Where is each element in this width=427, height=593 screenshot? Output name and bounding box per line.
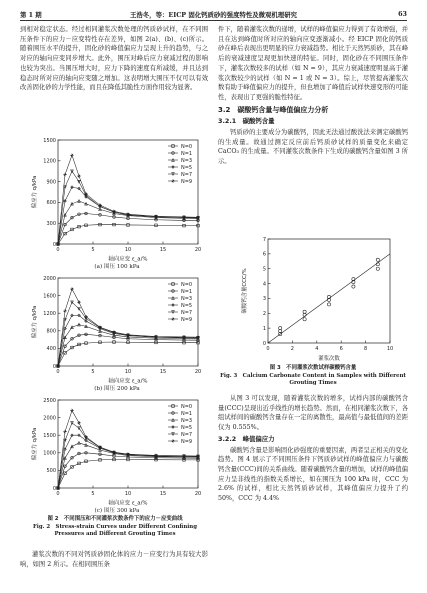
x-tick-label: 20 xyxy=(194,491,202,497)
y-tick-label: 900 xyxy=(46,179,56,186)
paragraph: 到相对稳定状态。经过相同灌浆次数处理的钙质砂试样，在不同围压条件下的应力－应变特性存在差异，如图 2(a)、(b)、(c)所示。随着围压水平的提升，固化砂的峰值偏应力呈现上升的趋势，与之对应的轴向应变同步增大。此外，围压对峰后应力衰减过程的影响也较为突出。当围压增大时，应力下降的速度有所减缓，并且达到稳态时所对应的轴向应变随之增加。这表明增大围压不仅可以有效改善固化砂的力学性能，而且在降低其脆性方面作用较为显著。 xyxy=(20,26,208,92)
legend-label: N=7 xyxy=(181,171,193,178)
right-column-top xyxy=(218,25,408,167)
x-tick-label: 8 xyxy=(364,346,368,352)
y-tick-label: 3 xyxy=(262,296,266,303)
x-tick-label: 20 xyxy=(194,369,202,375)
series-line xyxy=(58,443,198,488)
y-tick-label: 2 xyxy=(262,311,266,318)
y-tick-label: 800 xyxy=(46,328,56,335)
panel-caption-a: (a) 围压 100 kPa xyxy=(94,264,140,270)
legend-label: N=7 xyxy=(181,309,193,316)
y-tick-label: 0 xyxy=(52,485,56,492)
y-axis-label: 偏应力 q/kPa xyxy=(32,305,38,339)
fig2-caption-number: 图 2 xyxy=(47,516,59,522)
y-tick-label: 1600 xyxy=(43,293,56,300)
x-axis-label: 轴向应变 ε_a/% xyxy=(108,378,148,384)
data-point xyxy=(376,258,379,261)
data-point xyxy=(71,409,74,412)
page-number: 63 xyxy=(398,10,407,18)
y-tick-label: 300 xyxy=(46,221,56,227)
legend-label: N=1 xyxy=(181,150,193,157)
data-point xyxy=(172,440,175,443)
data-point xyxy=(71,154,74,157)
issue-number: 第 1 期 xyxy=(20,10,42,19)
data-point xyxy=(64,310,67,313)
fig2-caption-en-number: Fig. 2 xyxy=(32,523,51,530)
data-point xyxy=(71,288,74,291)
legend-label: N=1 xyxy=(181,410,193,417)
y-tick-label: 1500 xyxy=(43,433,56,439)
x-tick-label: 10 xyxy=(386,346,394,352)
running-title: 王浩冬，等：EICP 固化钙质砂的强度特性及微观机理研究 xyxy=(130,10,297,19)
subsection-heading: 3.2.2 峰值偏应力 xyxy=(218,434,275,443)
x-axis-label: 轴向应变 ε_a/% xyxy=(108,500,148,506)
x-axis-label: 灌浆次数 xyxy=(318,356,340,362)
data-point xyxy=(352,285,355,288)
x-tick-label: 0 xyxy=(56,247,60,253)
fig3-caption-cn: 不同灌浆次数试样碳酸钙含量 xyxy=(286,365,357,371)
subsection-heading: 3.2.1 碳酸钙含量 xyxy=(218,117,275,126)
legend-label: N=1 xyxy=(181,288,193,295)
fig3-caption-en-number: Fig. 3 xyxy=(220,372,238,379)
y-axis-label: 偏应力 q/kPa xyxy=(32,175,38,209)
legend-label: N=0 xyxy=(181,143,193,150)
x-axis-label: 轴向应变 ε_a/% xyxy=(108,256,148,262)
y-axis-label: 碳酸钙含量CCC/% xyxy=(242,268,248,314)
x-tick-label: 5 xyxy=(91,247,95,253)
y-tick-label: 2000 xyxy=(43,275,56,282)
fig3-caption-en: Calcium Carbonate Content in Samples with Different Grouting Times xyxy=(242,372,406,387)
y-tick-label: 1000 xyxy=(43,450,56,457)
data-point xyxy=(172,318,175,321)
chart-fig2a xyxy=(28,134,206,262)
data-point xyxy=(78,301,81,304)
y-tick-label: 600 xyxy=(46,200,56,207)
y-tick-label: 6 xyxy=(262,251,266,258)
legend-label: N=9 xyxy=(181,316,193,323)
plot-frame xyxy=(58,140,198,244)
legend-label: N=0 xyxy=(181,403,193,410)
legend-label: N=0 xyxy=(181,281,193,288)
data-point xyxy=(172,180,175,183)
y-tick-label: 0 xyxy=(52,363,56,370)
x-tick-label: 10 xyxy=(124,247,132,253)
legend-label: N=5 xyxy=(181,424,193,431)
data-point xyxy=(327,303,330,306)
plot-frame xyxy=(268,239,390,343)
series-line xyxy=(58,225,198,244)
data-point xyxy=(64,173,67,176)
y-tick-label: 7 xyxy=(262,236,266,243)
x-tick-label: 0 xyxy=(266,346,270,352)
chart-fig2c xyxy=(28,394,206,506)
fig3-caption-number: 图 3 xyxy=(269,365,281,371)
running-header xyxy=(20,8,407,21)
left-column-bottom xyxy=(20,550,208,569)
paragraph: 灌浆次数的不同对钙质砂固化体的应力－应变行为具有较大影响，如图 2 所示。在相同围压条 xyxy=(20,551,208,568)
data-point xyxy=(64,430,67,433)
legend-label: N=5 xyxy=(181,164,193,171)
series-line xyxy=(58,325,198,366)
paragraph: 钙质砂的主要成分为碳酸钙，因此无法通过酸洗法来测定碳酸钙的生成量。故通过测定反应前后钙质砂试样的质量变化来确定 CaCO₃ 的生成量。不同灌浆次数条件下生成的碳酸钙含量如图 3 所示。 xyxy=(218,129,408,166)
y-tick-label: 400 xyxy=(46,346,56,353)
y-tick-label: 4 xyxy=(262,281,266,288)
fig2-caption xyxy=(20,516,210,539)
right-column-bottom xyxy=(218,394,408,504)
x-tick-label: 5 xyxy=(91,491,95,497)
chart-fig3 xyxy=(238,233,398,363)
x-tick-label: 5 xyxy=(91,369,95,375)
x-tick-label: 10 xyxy=(124,369,132,375)
paragraph: 件下，随着灌浆次数的递增，试样的峰值偏应力得到了有效增强，并且在达到峰值时所对应的轴向应变逐渐减小。经 EICP 固化的钙质砂在峰后表现出更明显的应力衰减趋势。相比于天然钙质砂，其在峰后的衰减速度呈现更加快速的特征。同时，固化砂在不同围压条件下，灌浆次数较多的试样（如 N = 9），其应力衰减速度明显高于灌浆次数较少的试样（如 N = 1 或 N = 3）。综上，尽管提高灌浆次数有助于峰值偏应力的提升，但也增加了峰值后试样快速变形的可能性，表现出了更强的脆性特征。 xyxy=(218,26,408,101)
fig2-caption-cn: 不同围压和不同灌浆次数条件下的应力－应变曲线 xyxy=(63,516,183,522)
y-tick-label: 1500 xyxy=(43,137,56,144)
y-tick-label: 2000 xyxy=(43,415,56,422)
x-tick-label: 4 xyxy=(315,346,319,352)
legend-label: N=9 xyxy=(181,178,193,185)
y-tick-label: 500 xyxy=(46,468,56,475)
data-point xyxy=(78,175,81,178)
panel-caption-b: (b) 围压 200 kPa xyxy=(94,386,140,392)
paragraph: 从图 3 可以发现，随着灌浆次数的增多，试样内部的碳酸钙含量(CCC)呈现出近乎线性的增长趋势。然而，在相同灌浆次数下，各组试样间的碳酸钙含量存在一定的离散性，最高值与最低值间的差距仅为 0.555%。 xyxy=(218,395,408,432)
x-tick-label: 20 xyxy=(194,247,202,253)
legend-label: N=3 xyxy=(181,417,193,424)
legend-label: N=3 xyxy=(181,157,193,164)
y-tick-label: 1200 xyxy=(43,311,56,317)
series-line xyxy=(58,459,198,488)
legend-label: N=5 xyxy=(181,302,193,309)
series-line xyxy=(58,171,198,244)
x-tick-label: 15 xyxy=(159,247,167,253)
x-tick-label: 15 xyxy=(159,491,167,497)
x-tick-label: 10 xyxy=(124,491,132,497)
y-tick-label: 1 xyxy=(262,325,266,332)
data-point xyxy=(376,267,379,270)
paragraph: 碳酸钙含量是影响固化砂强度的重要因素，两者呈正相关的变化趋势。图 4 展示了不同围压条件下钙质砂试样的峰值偏应力与碳酸钙含量(CCC)间的关系曲线。随着碳酸钙含量的增加，试样的峰值偏应力呈非线性的指数关系增长，如在围压为 100 kPa 时，CCC 为 2.6% 的试样，相比天然钙质砂试样，其峰值偏应力提升了约 50%，CCC 为 4.4% xyxy=(218,446,408,503)
y-tick-label: 2500 xyxy=(43,397,56,404)
legend-label: N=3 xyxy=(181,295,193,302)
y-tick-label: 1200 xyxy=(43,158,56,165)
section-heading: 3.2 碳酸钙含量与峰值偏应力分析 xyxy=(218,105,329,114)
legend-label: N=9 xyxy=(181,438,193,445)
y-tick-label: 5 xyxy=(262,266,266,273)
chart-fig2b xyxy=(28,272,206,384)
series-line xyxy=(58,334,198,366)
fig2-caption-en: Stress-strain Curves under Different Confining Pressures and Different Grouting Times xyxy=(54,523,197,538)
x-tick-label: 0 xyxy=(56,491,60,497)
fig3-caption xyxy=(218,365,408,388)
left-column-top xyxy=(20,25,208,93)
x-tick-label: 15 xyxy=(159,369,167,375)
data-point xyxy=(303,318,306,321)
x-tick-label: 6 xyxy=(339,346,343,352)
y-axis-label: 偏应力 q/kPa xyxy=(32,427,38,461)
data-point xyxy=(78,422,81,425)
y-tick-label: 0 xyxy=(262,340,266,347)
panel-caption-c: (c) 围压 300 kPa xyxy=(94,508,140,514)
x-tick-label: 2 xyxy=(290,346,294,352)
x-tick-label: 0 xyxy=(56,369,60,375)
y-tick-label: 0 xyxy=(52,241,56,248)
legend-label: N=7 xyxy=(181,431,193,438)
series-line xyxy=(58,201,198,244)
